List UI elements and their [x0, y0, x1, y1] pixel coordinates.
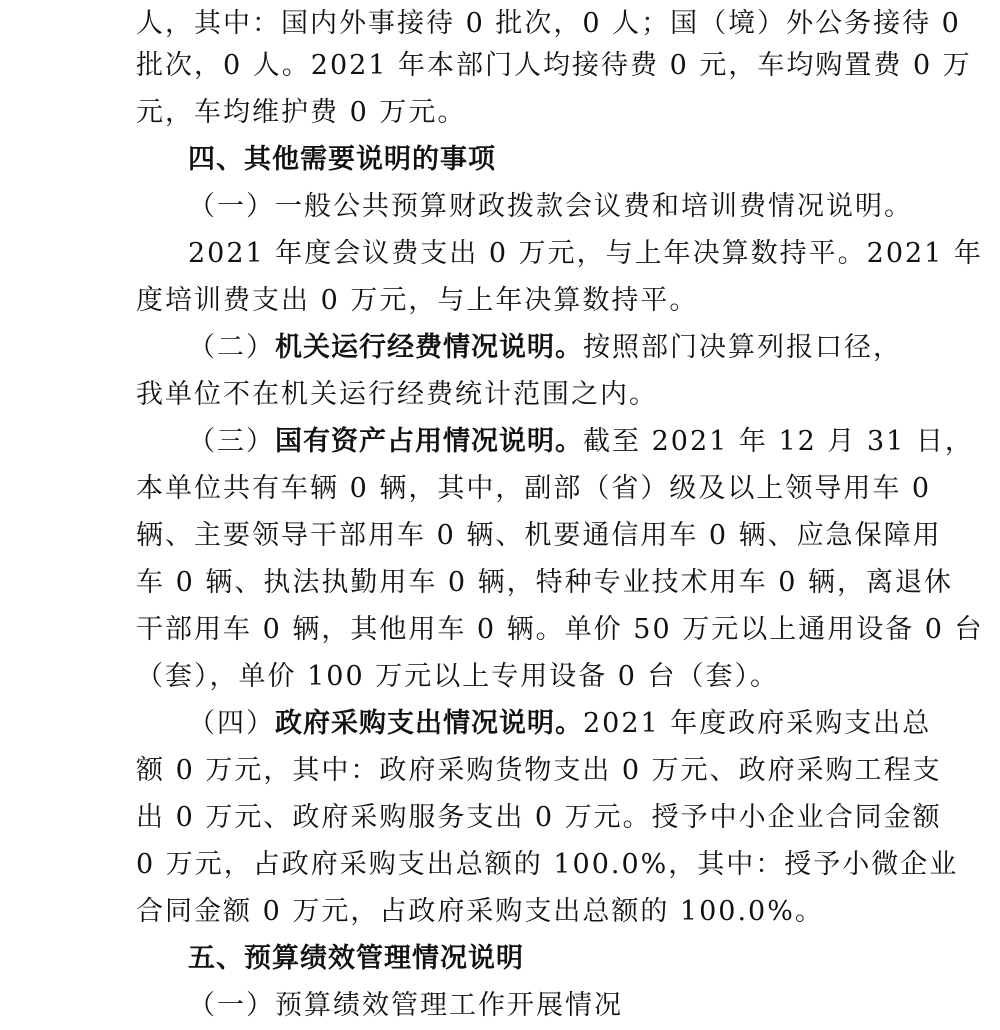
paragraph-line: 2021 年度会议费支出 0 万元，与上年决算数持平。2021 年 [188, 238, 983, 269]
paragraph-line: 人，其中：国内外事接待 0 批次，0 人；国（境）外公务接待 0 [136, 8, 961, 39]
sub-heading-4-4: 政府采购支出情况说明。 [275, 708, 583, 739]
paragraph-line [188, 324, 902, 372]
paragraph-line: 度培训费支出 0 万元，与上年决算数持平。 [136, 285, 699, 316]
paragraph-line: 额 0 万元，其中：政府采购货物支出 0 万元、政府采购工程支 [136, 755, 942, 786]
paragraph-line: 0 万元，占政府采购支出总额的 100.0%，其中：授予小微企业 [136, 849, 959, 880]
paragraph-line: 我单位不在机关运行经费统计范围之内。 [136, 379, 658, 410]
paragraph-line: 辆、主要领导干部用车 0 辆、机要通信用车 0 辆、应急保障用 [136, 520, 942, 551]
paragraph-line: 本单位共有车辆 0 辆，其中，副部（省）级及以上领导用车 0 [136, 473, 932, 504]
sub-heading-marker: （三） [188, 426, 275, 457]
paragraph-text: 2021 年度政府采购支出总 [583, 708, 932, 739]
sub-heading-marker: （四） [188, 708, 275, 739]
paragraph-text: 按照部门决算列报口径， [583, 332, 902, 363]
paragraph-line: 车 0 辆、执法执勤用车 0 辆，特种专业技术用车 0 辆，离退休 [136, 567, 954, 598]
section-heading-5: 五、预算绩效管理情况说明 [188, 943, 524, 974]
paragraph-line: （套），单价 100 万元以上专用设备 0 台（套）。 [136, 661, 780, 692]
sub-heading-5-1: （一）预算绩效管理工作开展情况 [188, 990, 623, 1021]
sub-heading-marker: （二） [188, 332, 275, 363]
sub-heading-4-3: 国有资产占用情况说明。 [275, 426, 583, 457]
paragraph-line: 合同金额 0 万元，占政府采购支出总额的 100.0%。 [136, 896, 824, 927]
paragraph-text: 截至 2021 年 12 月 31 日， [583, 426, 974, 457]
paragraph-line: 干部用车 0 辆，其他用车 0 辆。单价 50 万元以上通用设备 0 台 [136, 614, 984, 645]
section-heading-4: 四、其他需要说明的事项 [188, 144, 496, 175]
paragraph-line: 批次，0 人。2021 年本部门人均接待费 0 元，车均购置费 0 万 [136, 50, 972, 81]
paragraph-line [188, 700, 932, 748]
paragraph-line: 元，车均维护费 0 万元。 [136, 97, 467, 128]
sub-heading-4-2: 机关运行经费情况说明。 [275, 332, 583, 363]
paragraph-line: 出 0 万元、政府采购服务支出 0 万元。授予中小企业合同金额 [136, 802, 942, 833]
sub-heading-4-1: （一）一般公共预算财政拨款会议费和培训费情况说明。 [188, 191, 913, 222]
paragraph-line [188, 418, 974, 466]
